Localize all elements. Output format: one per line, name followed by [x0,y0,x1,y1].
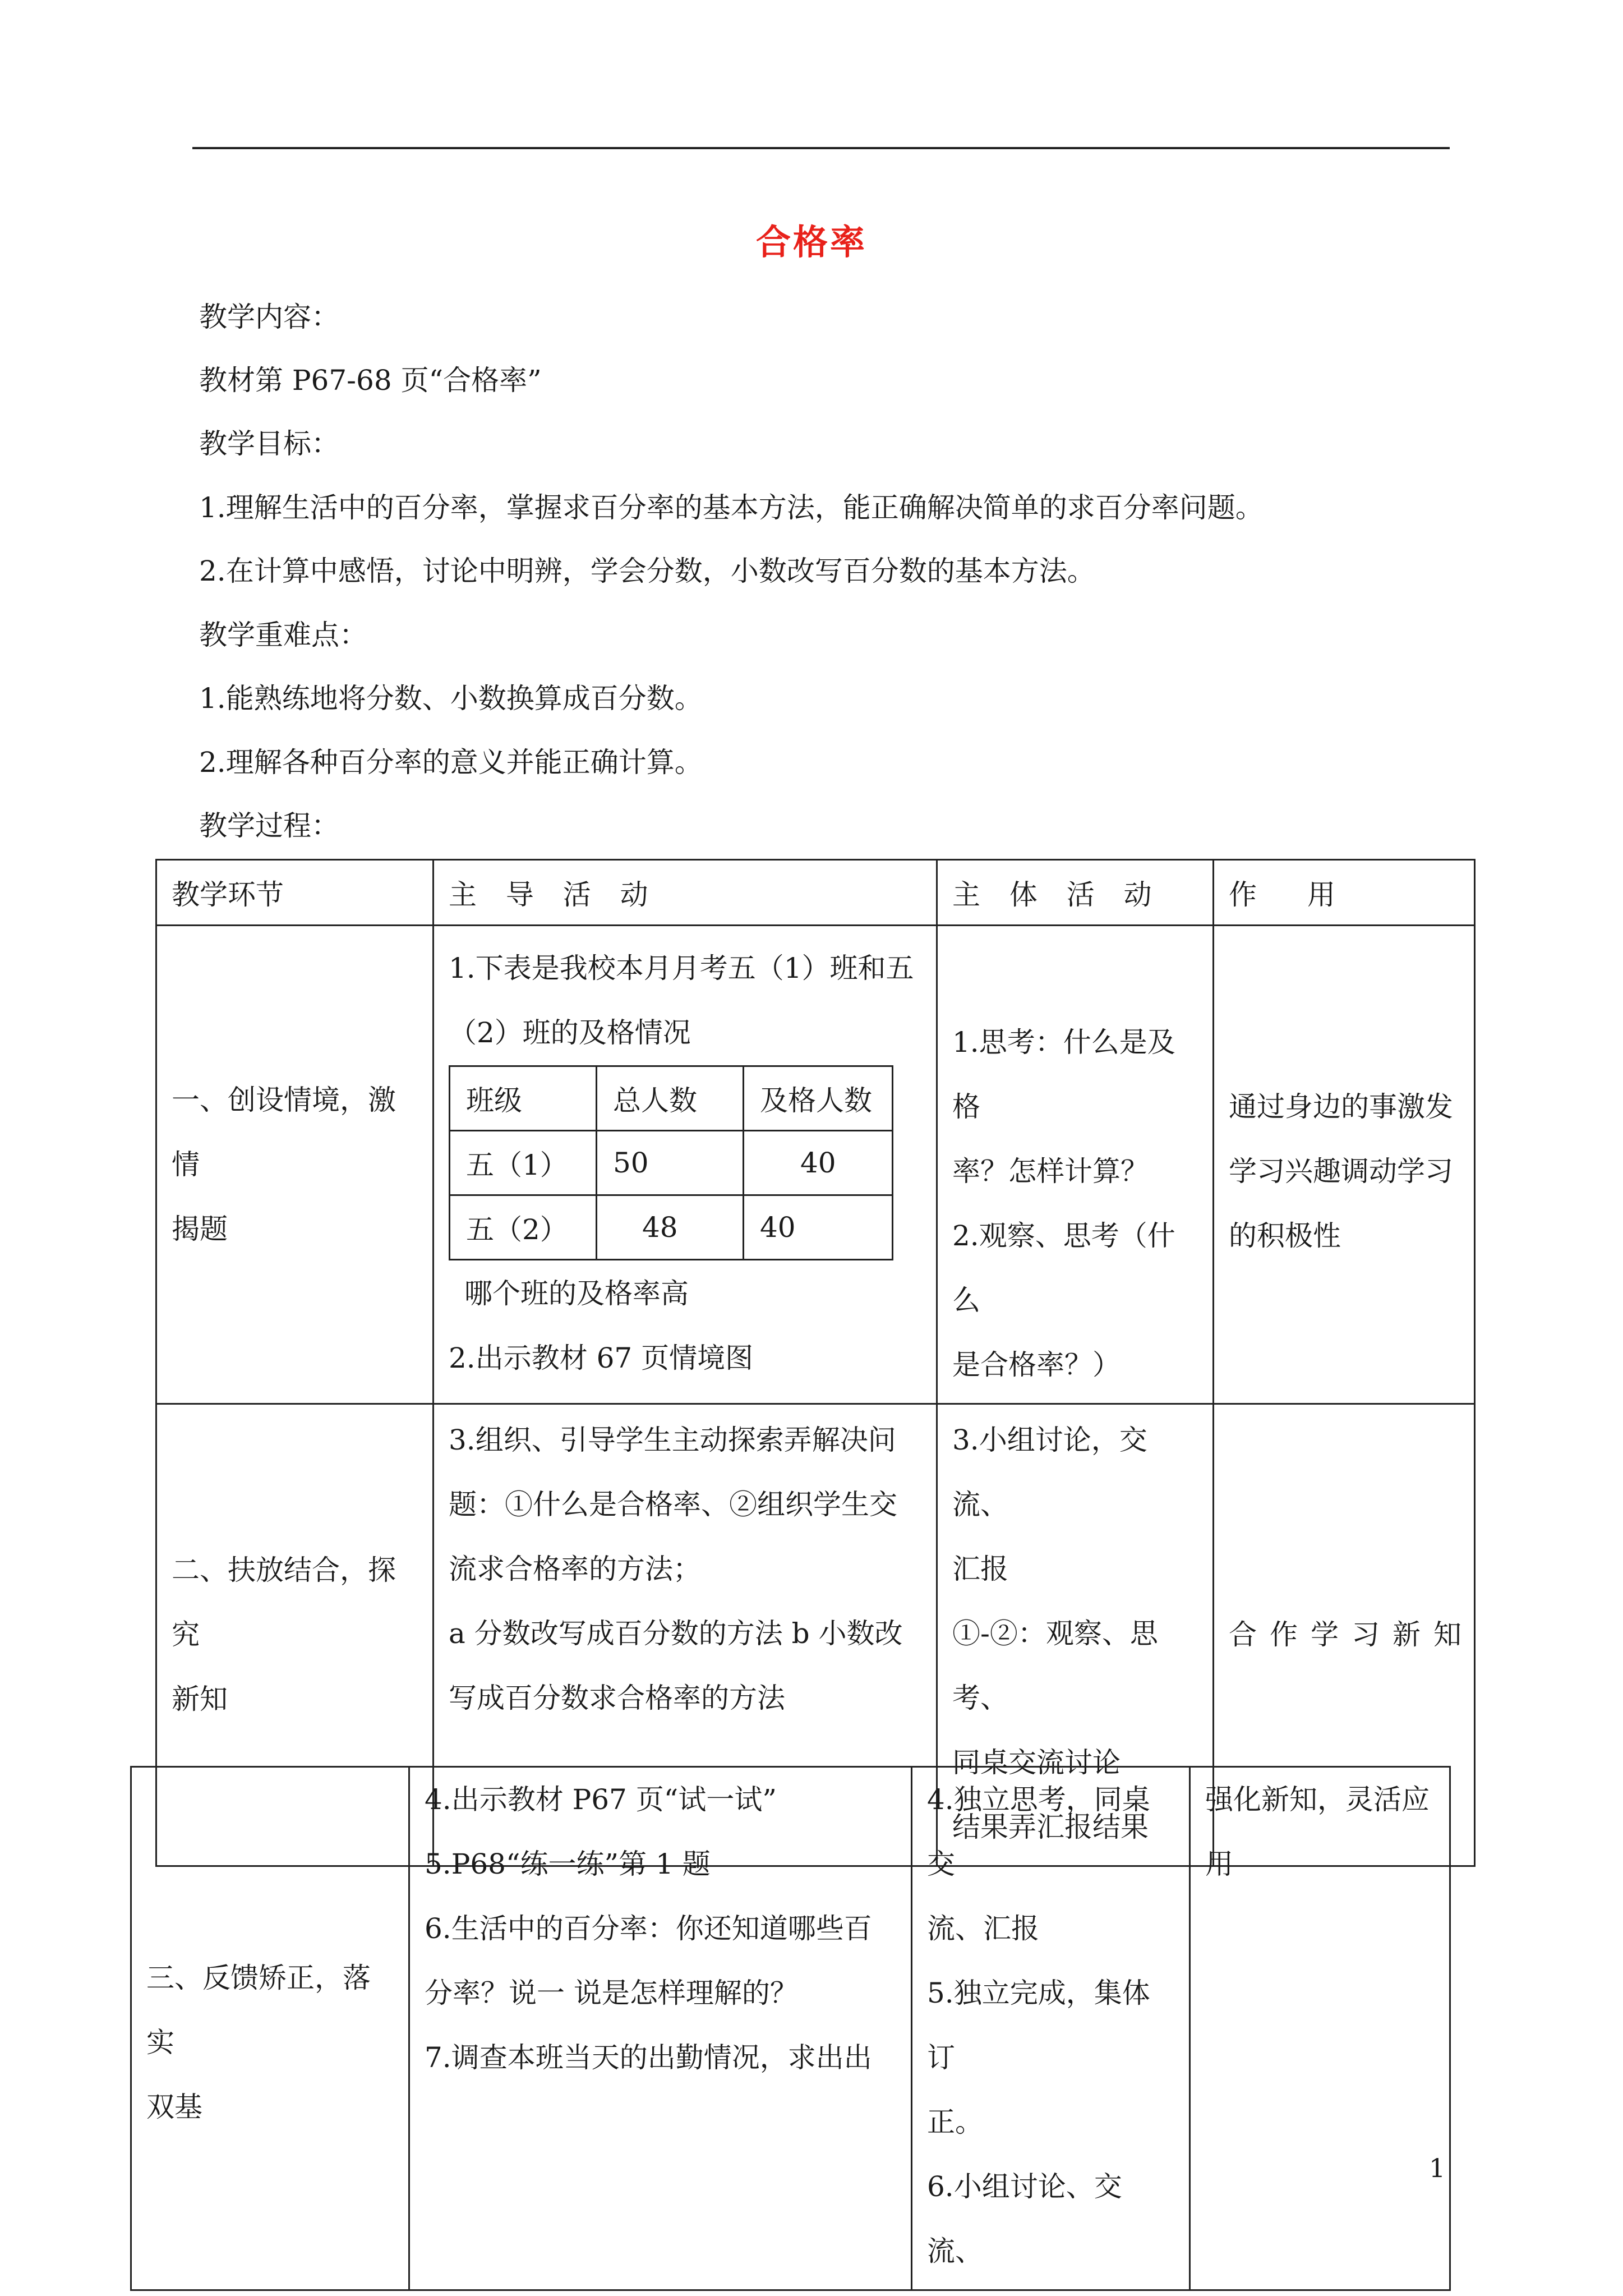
inner-passed: 40 [744,1131,893,1195]
process-heading: 教学过程： [199,809,339,842]
effect-cell-1: 通过身边的事激发 学习兴趣调动学习 的积极性 [1214,926,1475,1404]
key-heading: 教学重难点： [199,619,367,651]
pass-rate-table [449,1065,893,1260]
inner-class: 五（1） [450,1131,597,1195]
stage-cell-3: 三、反馈矫正，落实 双基 [131,1767,409,2290]
inner-header-total: 总人数 [597,1066,744,1131]
page-number: 1 [1429,2153,1446,2183]
inner-class: 五（2） [450,1195,597,1260]
stage-cell-2: 二、扶放结合，探究 新知 [156,1404,434,1866]
header-stage: 教学环节 [156,860,434,926]
stage-cell-1: 一、创设情境，激情 揭题 [156,926,434,1404]
lead-cell-1: 1.下表是我校本月月考五（1）班和五 （2）班的及格情况 班级 总人数 及格人数 五（1） 50 40 五（2） 48 40 哪个班的及格率高 2.出示教材 67 页情境图 [434,926,937,1404]
content-heading: 教学内容： [199,301,339,333]
lead-cell-3: 4.出示教材 P67 页“试一试” 5.P68“练一练”第 1 题 6.生活中的百分率：你还知道哪些百 分率？说一 说是怎样理解的？ 7.调查本班当天的出勤情况，求出出 [409,1767,912,2290]
student-cell-2: 3.小组讨论，交流、 汇报 ①-②：观察、思考、 同桌交流讨论 结果弄汇报结果 [937,1404,1214,1866]
key-item-1: 1.能熟练地将分数、小数换算成百分数。 [199,682,703,715]
lead-cell-2: 3.组织、引导学生主动探索弄解决问 题：①什么是合格率、②组织学生交 流求合格率的方法； a 分数改写成百分数的方法 b 小数改 写成百分数求合格率的方法 [434,1404,937,1866]
student-cell-3: 4.独立思考，同桌交 流、汇报 5.独立完成，集体订 正。 6.小组讨论、交流、 [912,1767,1190,2290]
teaching-process-table [155,859,1476,1867]
page-title: 合格率 [755,222,867,263]
inner-row [450,1195,893,1260]
content-text: 教材第 P67-68 页“合格率” [199,364,542,397]
student-cell-1: 1.思考：什么是及格 率？怎样计算？ 2.观察、思考（什么 是合格率？） [937,926,1214,1404]
inner-header-row [450,1066,893,1131]
header-lead-activity: 主 导 活 动 [434,860,937,926]
header-effect: 作 用 [1214,860,1475,926]
header-student-activity: 主 体 活 动 [937,860,1214,926]
key-item-2: 2.理解各种百分率的意义并能正确计算。 [199,746,703,779]
header-rule [192,147,1450,149]
goal-item-2: 2.在计算中感悟，讨论中明辨，学会分数，小数改写百分数的基本方法。 [199,555,1095,587]
inner-passed: 40 [744,1195,893,1260]
inner-row [450,1131,893,1195]
goal-item-1: 1.理解生活中的百分率，掌握求百分率的基本方法，能正确解决简单的求百分率问题。 [199,491,1264,524]
inner-total: 48 [597,1195,744,1260]
table-row [131,1767,1450,2290]
inner-header-class: 班级 [450,1066,597,1131]
teaching-process-table-continued [130,1766,1451,2291]
inner-header-passed: 及格人数 [744,1066,893,1131]
effect-cell-3: 强化新知，灵活应 用 [1190,1767,1450,2290]
table-header-row [156,860,1475,926]
effect-cell-2: 合 作 学 习 新 知 [1214,1404,1475,1866]
inner-total: 50 [597,1131,744,1195]
table-row [156,926,1475,1404]
goal-heading: 教学目标： [199,427,339,460]
